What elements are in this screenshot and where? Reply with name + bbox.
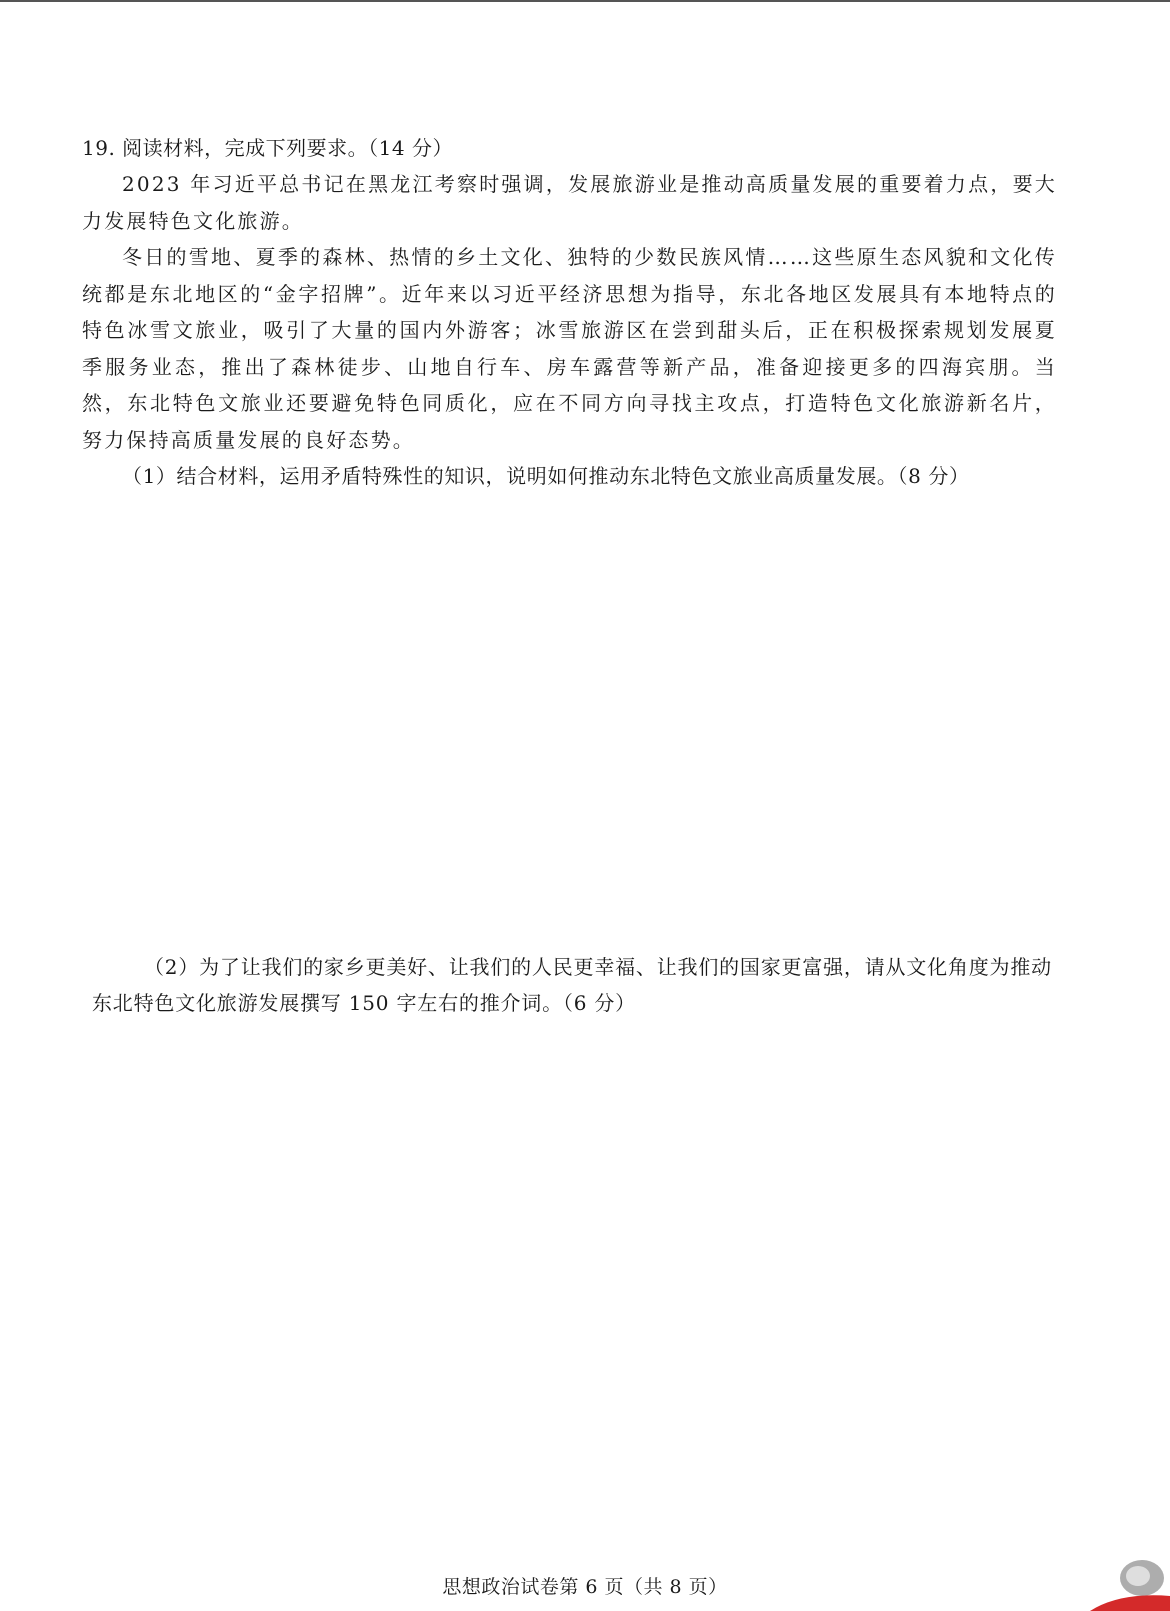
sub-question-1: （1）结合材料，运用矛盾特殊性的知识，说明如何推动东北特色文旅业高质量发展。（8 分） [122,464,970,488]
sub-question-2: （2）为了让我们的家乡更美好、让我们的人民更幸福、让我们的国家更富强，请从文化角度为推动东北特色文化旅游发展撰写 150 字左右的推介词。（6 分） [92,955,1052,1015]
material-paragraph-2: 冬日的雪地、夏季的森林、热情的乡土文化、独特的少数民族风情……这些原生态风貌和文化传统都是东北地区的“金字招牌”。近年来以习近平经济思想为指导，东北各地区发展具有本地特点的特色冰雪文旅业，吸引了大量的国内外游客；冰雪旅游区在尝到甜头后，正在积极探索规划发展夏季服务业态，推出了森林徒步、山地自行车、房车露营等新产品，准备迎接更多的四海宾朋。当然，东北特色文旅业还要避免特色同质化，应在不同方向寻找主攻点，打造特色文化旅游新名片，努力保持高质量发展的良好态势。 [82,245,1057,452]
top-border-line [0,0,1170,2]
page-footer: 思想政治试卷第 6 页（共 8 页） [442,1576,728,1598]
question-block [82,130,1057,1021]
material-paragraph-1: 2023 年习近平总书记在黑龙江考察时强调，发展旅游业是推动高质量发展的重要着力点，要大力发展特色文化旅游。 [82,172,1057,233]
answer-area-1[interactable] [82,494,1057,949]
corner-scan-mark-icon [1080,1556,1170,1611]
question-title: 19. 阅读材料，完成下列要求。（14 分） [82,136,453,160]
